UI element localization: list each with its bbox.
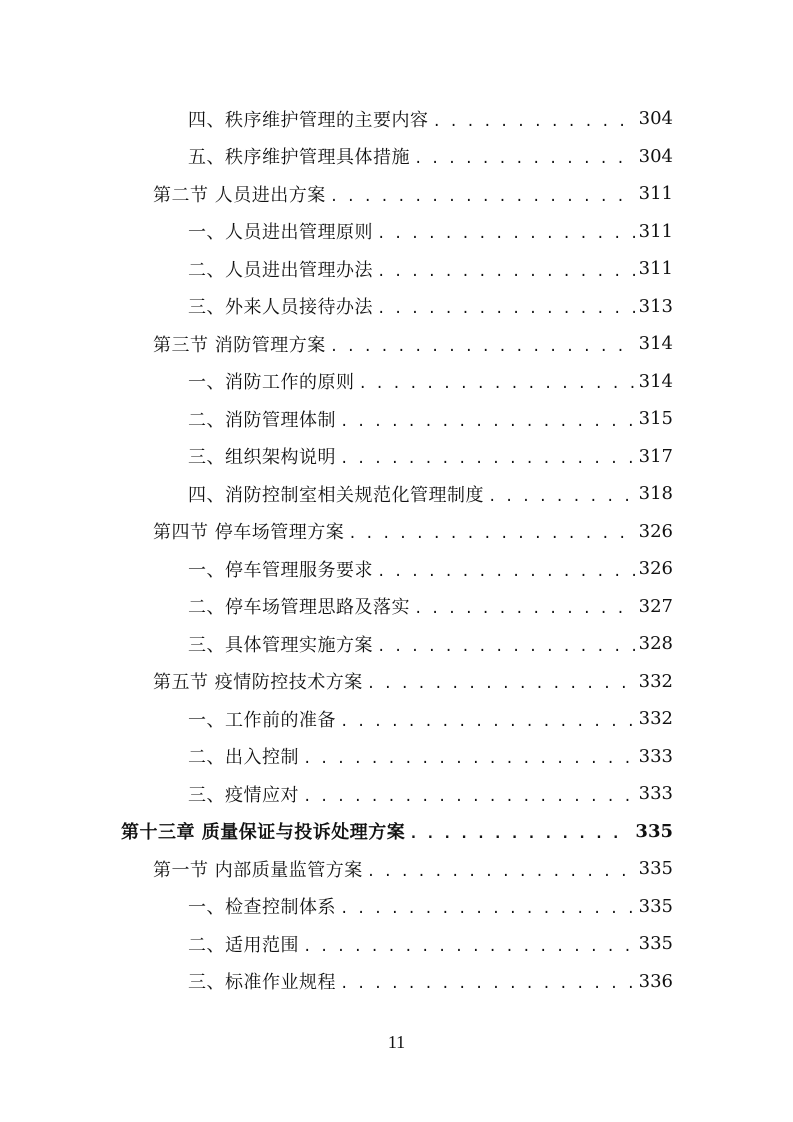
toc-dot-leader (330, 339, 635, 355)
toc-dot-leader (340, 976, 635, 992)
toc-subsection-entry[interactable] (0, 288, 793, 326)
toc-entry-title: 三、外来人员接待办法 (188, 297, 373, 319)
toc-subsection-entry[interactable] (0, 625, 793, 663)
toc-subsection-entry[interactable] (0, 888, 793, 926)
toc-entry-page: 311 (638, 183, 673, 205)
toc-subsection-entry[interactable] (0, 213, 793, 251)
toc-subsection-entry[interactable] (0, 100, 793, 138)
toc-entry-page: 335 (635, 820, 673, 842)
toc-entry-title: 二、消防管理体制 (188, 409, 336, 431)
toc-entry-page: 333 (638, 783, 673, 805)
toc-entry-page: 332 (638, 708, 673, 730)
toc-entry-page: 317 (638, 445, 673, 467)
toc-dot-leader (303, 789, 635, 805)
toc-entry-page: 335 (638, 895, 673, 917)
toc-subsection-entry[interactable] (0, 588, 793, 626)
toc-subsection-entry[interactable] (0, 775, 793, 813)
toc-dot-leader (340, 714, 635, 730)
toc-entry-title: 二、适用范围 (188, 934, 299, 956)
toc-entry-page: 333 (638, 745, 673, 767)
toc-dot-leader (377, 639, 635, 655)
toc-subsection-entry[interactable] (0, 438, 793, 476)
toc-entry-title: 一、工作前的准备 (188, 709, 336, 731)
toc-section-entry[interactable] (0, 663, 793, 701)
toc-entry-page: 311 (638, 220, 673, 242)
toc-dot-leader (303, 939, 635, 955)
toc-dot-leader (377, 301, 635, 317)
page-number: 11 (387, 1032, 406, 1052)
toc-entry-page: 336 (638, 970, 673, 992)
toc-entry-title: 四、消防控制室相关规范化管理制度 (188, 484, 484, 506)
toc-entry-page: 328 (638, 633, 673, 655)
toc-entry-title: 二、出入控制 (188, 747, 299, 769)
toc-dot-leader (409, 826, 631, 842)
toc-entry-title: 第五节 疫情防控技术方案 (153, 672, 363, 694)
toc-entry-title: 三、疫情应对 (188, 784, 299, 806)
toc-entry-page: 304 (638, 145, 673, 167)
toc-subsection-entry[interactable] (0, 475, 793, 513)
toc-entry-title: 二、人员进出管理办法 (188, 259, 373, 281)
toc-entry-title: 三、具体管理实施方案 (188, 634, 373, 656)
toc-entry-page: 311 (638, 258, 673, 280)
toc-entry-page: 332 (638, 670, 673, 692)
toc-dot-leader (433, 114, 635, 130)
toc-dot-leader (340, 451, 635, 467)
toc-dot-leader (359, 376, 635, 392)
toc-subsection-entry[interactable] (0, 400, 793, 438)
toc-section-entry[interactable] (0, 513, 793, 551)
toc-entry-title: 四、秩序维护管理的主要内容 (188, 109, 429, 131)
toc-entry-title: 第一节 内部质量监管方案 (153, 859, 363, 881)
table-of-contents (0, 100, 793, 1000)
toc-entry-page: 335 (638, 858, 673, 880)
toc-subsection-entry[interactable] (0, 925, 793, 963)
toc-subsection-entry[interactable] (0, 363, 793, 401)
toc-dot-leader (377, 226, 635, 242)
toc-entry-page: 313 (638, 295, 673, 317)
toc-dot-leader (340, 414, 635, 430)
toc-dot-leader (377, 564, 635, 580)
toc-entry-title: 第二节 人员进出方案 (153, 184, 326, 206)
toc-entry-title: 一、人员进出管理原则 (188, 222, 373, 244)
toc-dot-leader (488, 489, 635, 505)
toc-subsection-entry[interactable] (0, 700, 793, 738)
toc-dot-leader (414, 151, 635, 167)
toc-entry-page: 304 (638, 108, 673, 130)
toc-section-entry[interactable] (0, 325, 793, 363)
toc-dot-leader (340, 901, 635, 917)
toc-entry-title: 一、检查控制体系 (188, 897, 336, 919)
toc-entry-title: 五、秩序维护管理具体措施 (188, 147, 410, 169)
toc-entry-title: 第十三章 质量保证与投诉处理方案 (121, 822, 406, 844)
toc-entry-page: 314 (638, 370, 673, 392)
toc-dot-leader (414, 601, 635, 617)
toc-subsection-entry[interactable] (0, 250, 793, 288)
toc-entry-title: 三、标准作业规程 (188, 972, 336, 994)
toc-dot-leader (348, 526, 634, 542)
toc-entry-page: 326 (638, 520, 673, 542)
toc-dot-leader (303, 751, 635, 767)
toc-entry-page: 335 (638, 933, 673, 955)
toc-dot-leader (367, 676, 635, 692)
toc-entry-page: 314 (638, 333, 673, 355)
toc-entry-page: 315 (638, 408, 673, 430)
toc-subsection-entry[interactable] (0, 550, 793, 588)
toc-dot-leader (367, 864, 635, 880)
toc-chapter-entry[interactable] (0, 813, 793, 851)
toc-subsection-entry[interactable] (0, 138, 793, 176)
toc-entry-title: 一、停车管理服务要求 (188, 559, 373, 581)
toc-entry-page: 318 (638, 483, 673, 505)
toc-dot-leader (377, 264, 635, 280)
toc-entry-title: 三、组织架构说明 (188, 447, 336, 469)
toc-entry-title: 第三节 消防管理方案 (153, 334, 326, 356)
toc-entry-page: 326 (638, 558, 673, 580)
toc-section-entry[interactable] (0, 850, 793, 888)
toc-entry-title: 二、停车场管理思路及落实 (188, 597, 410, 619)
toc-subsection-entry[interactable] (0, 963, 793, 1001)
toc-entry-title: 第四节 停车场管理方案 (153, 522, 345, 544)
toc-subsection-entry[interactable] (0, 738, 793, 776)
toc-section-entry[interactable] (0, 175, 793, 213)
toc-entry-title: 一、消防工作的原则 (188, 372, 355, 394)
toc-entry-page: 327 (638, 595, 673, 617)
toc-dot-leader (330, 189, 635, 205)
